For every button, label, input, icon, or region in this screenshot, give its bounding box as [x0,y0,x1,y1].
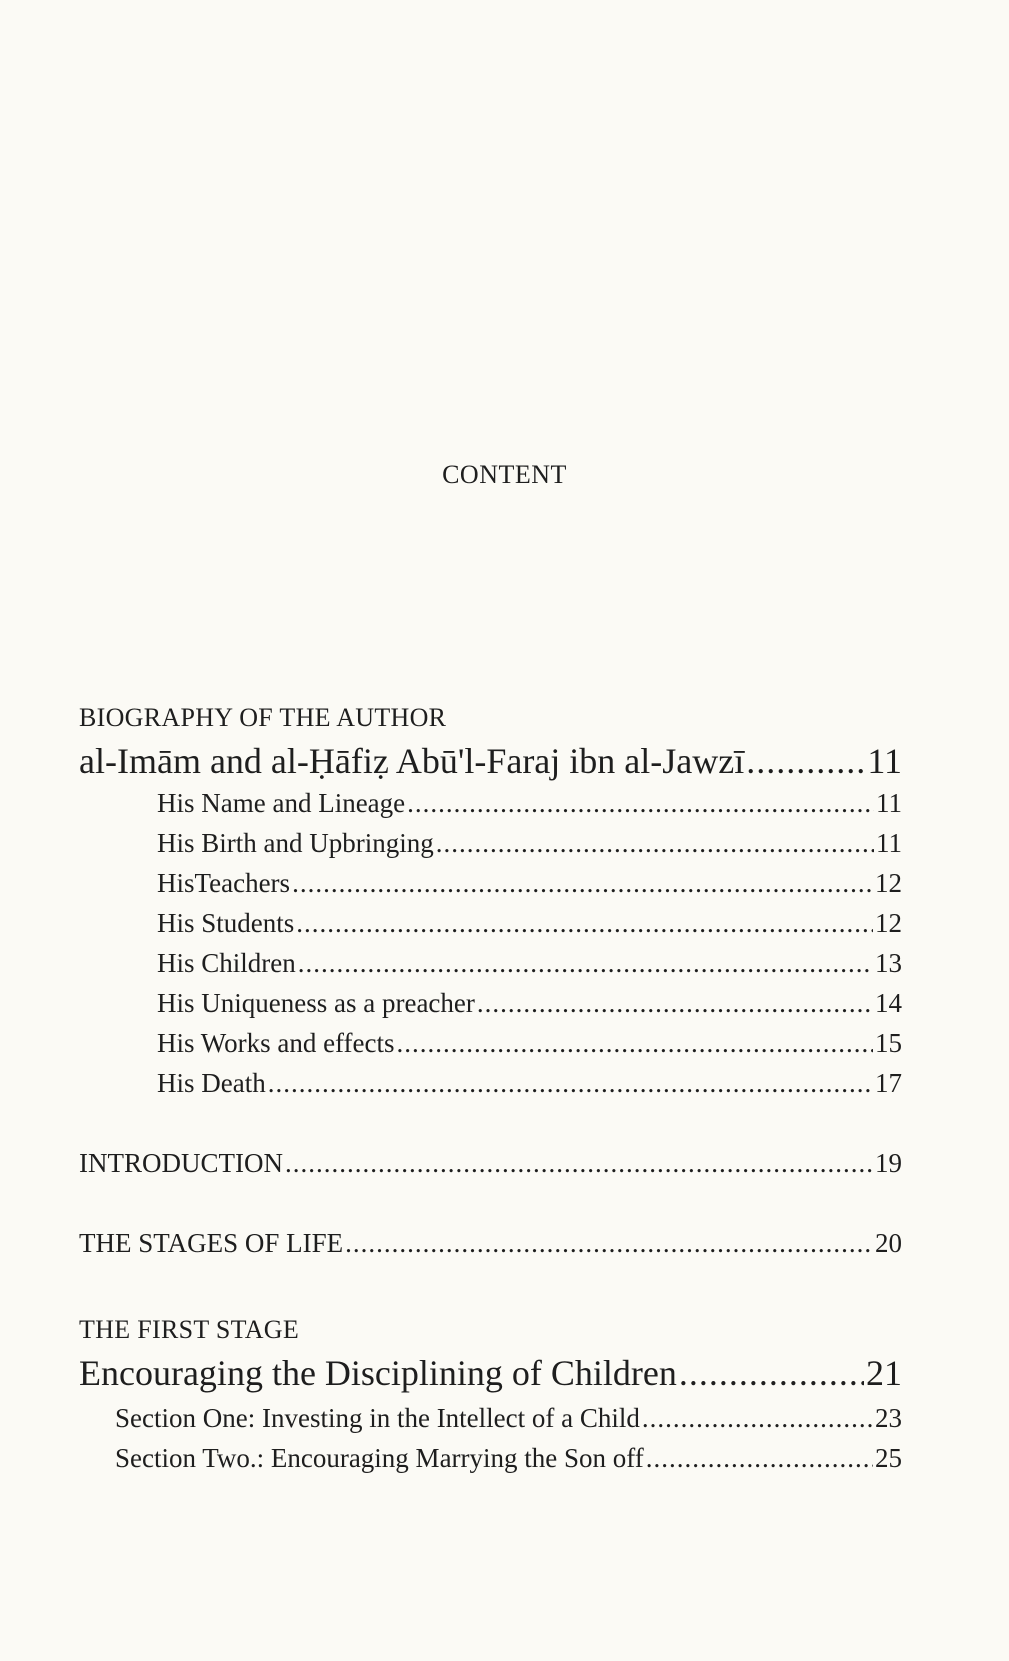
dot-leader [407,788,874,819]
toc-entry-page: 12 [875,868,902,898]
toc-entry-title: HisTeachers [157,868,291,898]
toc-entry-section-two[interactable] [115,1443,902,1474]
toc-entry-page: 19 [875,1148,902,1178]
dot-leader [296,908,873,939]
toc-entry-title: INTRODUCTION [79,1148,283,1178]
toc-entry-uniqueness[interactable] [157,988,902,1019]
dot-leader [285,1148,873,1179]
page-title: CONTENT [442,460,567,489]
toc-entry-death[interactable] [157,1068,902,1099]
section-label-biography: BIOGRAPHY OF THE AUTHOR [79,703,447,732]
toc-entry-title: His Death [157,1068,266,1098]
toc-entry-page: 20 [875,1228,902,1258]
toc-entry-author[interactable] [79,740,902,782]
dot-leader [679,1352,864,1394]
toc-entry-title: His Uniqueness as a preacher [157,988,475,1018]
toc-entry-page: 17 [875,1068,902,1098]
toc-entry-page: 14 [875,988,902,1018]
toc-entry-title: His Name and Lineage [157,788,406,818]
dot-leader [345,1228,873,1259]
toc-entry-title: His Children [157,948,296,978]
toc-entry-title: al-Imām and al-Ḥāfiẓ Abū'l-Faraj ibn al-Jawzī [79,741,745,781]
toc-entry-page: 21 [866,1353,902,1393]
dot-leader [298,948,873,979]
toc-entry-students[interactable] [157,908,902,939]
toc-entry-title: His Birth and Upbringing [157,828,434,858]
toc-entry-page: 23 [875,1403,902,1433]
dot-leader [646,1443,873,1474]
dot-leader [477,988,873,1019]
toc-entry-name-lineage[interactable] [157,788,902,819]
toc-entry-works[interactable] [157,1028,902,1059]
toc-entry-page: 11 [876,828,902,858]
toc-entry-section-one[interactable] [115,1403,902,1434]
toc-entry-title: Section One: Investing in the Intellect of a Child [115,1403,640,1433]
toc-entry-stages[interactable] [79,1228,902,1259]
toc-entry-page: 12 [875,908,902,938]
toc-entry-title: Section Two.: Encouraging Marrying the Son off [115,1443,644,1473]
toc-entry-page: 13 [875,948,902,978]
toc-entry-teachers[interactable] [157,868,902,899]
toc-entry-page: 25 [875,1443,902,1473]
toc-entry-disciplining[interactable] [79,1352,902,1394]
dot-leader [397,1028,873,1059]
toc-entry-title: His Students [157,908,295,938]
toc-entry-title: THE STAGES OF LIFE [79,1228,344,1258]
toc-entry-introduction[interactable] [79,1148,902,1179]
toc-entry-birth[interactable] [157,828,902,859]
dot-leader [746,740,865,782]
section-label-first-stage: THE FIRST STAGE [79,1315,300,1344]
toc-entry-page: 15 [875,1028,902,1058]
dot-leader [268,1068,873,1099]
dot-leader [436,828,874,859]
toc-entry-title: His Works and effects [157,1028,395,1058]
toc-entry-page: 11 [867,741,902,781]
toc-entry-children[interactable] [157,948,902,979]
dot-leader [642,1403,873,1434]
dot-leader [292,868,873,899]
toc-entry-page: 11 [876,788,902,818]
toc-entry-title: Encouraging the Disciplining of Children [79,1353,677,1393]
